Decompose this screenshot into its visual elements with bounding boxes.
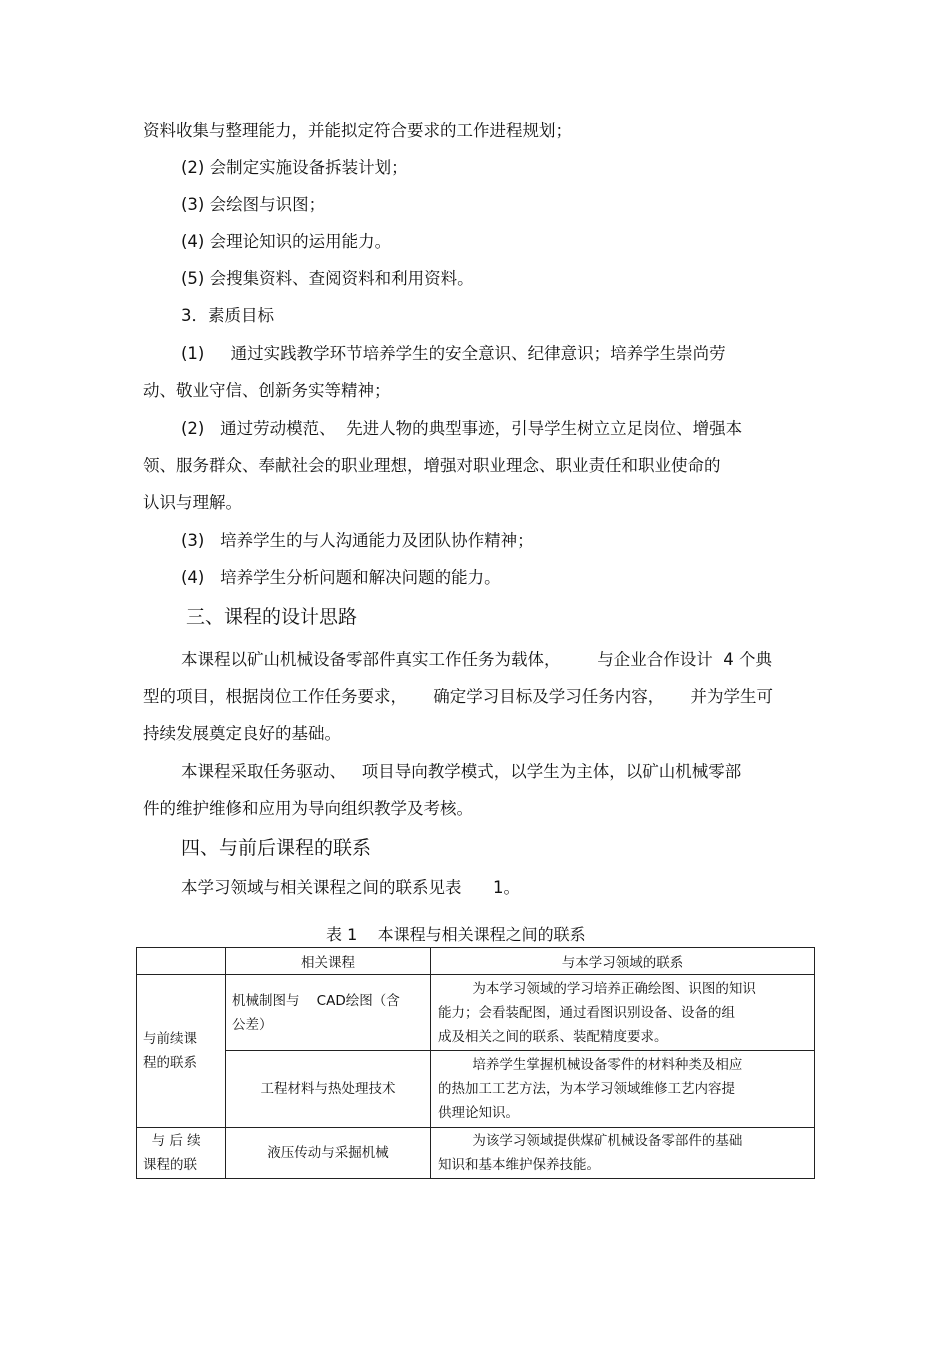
group-cell bbox=[137, 975, 226, 1128]
text-line: 领、服务群众、奉献社会的职业理想，增强对职业理念、职业责任和职业使命的 bbox=[143, 456, 721, 475]
course-name: 液压传动与采掘机械 bbox=[267, 1145, 389, 1161]
course-cell bbox=[226, 1128, 431, 1179]
course-cell bbox=[226, 975, 431, 1051]
text-line: 持续发展奠定良好的基础。 bbox=[143, 724, 341, 743]
text-line: 动、敬业守信、创新务实等精神； bbox=[143, 381, 391, 400]
section-heading-4: 四、与前后课程的联系 bbox=[181, 837, 372, 859]
text-line: 本课程采取任务驱动、 项目导向教学模式，以学生为主体，以矿山机械零部 bbox=[181, 762, 742, 781]
table-header-cell: 与本学习领域的联系 bbox=[431, 948, 815, 975]
text-line: (2) 通过劳动模范、 先进人物的典型事迹，引导学生树立立足岗位、增强本 bbox=[181, 419, 743, 438]
text-line: 资料收集与整理能力，并能拟定符合要求的工作进程规划； bbox=[143, 121, 572, 140]
text-line: 认识与理解。 bbox=[143, 493, 242, 512]
group-cell bbox=[137, 1128, 226, 1179]
table-row bbox=[137, 1051, 815, 1128]
text-line: (3) 会绘图与识图； bbox=[181, 195, 326, 214]
group-label: 与 后 续 课程的联 bbox=[143, 1133, 201, 1173]
section-heading-3: 三、课程的设计思路 bbox=[186, 606, 358, 628]
table-row bbox=[137, 1128, 815, 1179]
relation-text: 培养学生掌握机械设备零件的材料种类及相应 的热加工工艺方法，为本学习领域维修工艺内容提 供理论知识。 bbox=[438, 1057, 743, 1121]
course-relation-table bbox=[136, 947, 815, 1179]
course-name: 工程材料与热处理技术 bbox=[260, 1081, 396, 1097]
course-name: 机械制图与 CAD绘图（含 公差） bbox=[232, 992, 400, 1033]
table-caption: 表 1 本课程与相关课程之间的联系 bbox=[326, 925, 586, 944]
table-header-row bbox=[137, 948, 815, 975]
text-line: 本课程以矿山机械设备零部件真实工作任务为载体， 与企业合作设计 4 个典 bbox=[181, 650, 772, 669]
relation-cell bbox=[431, 975, 815, 1051]
table-header-cell bbox=[137, 948, 226, 975]
text-line: 本学习领域与相关课程之间的联系见表 1。 bbox=[181, 878, 520, 897]
text-line: (1) 通过实践教学环节培养学生的安全意识、纪律意识；培养学生崇尚劳 bbox=[181, 344, 726, 363]
relation-cell bbox=[431, 1128, 815, 1179]
text-line: (4) 会理论知识的运用能力。 bbox=[181, 232, 392, 251]
text-line: (5) 会搜集资料、查阅资料和利用资料。 bbox=[181, 269, 474, 288]
table-header-cell: 相关课程 bbox=[226, 948, 431, 975]
table-row bbox=[137, 975, 815, 1051]
section-subtitle: 3．素质目标 bbox=[181, 306, 274, 325]
course-cell bbox=[226, 1051, 431, 1128]
text-line: 型的项目，根据岗位工作任务要求， 确定学习目标及学习任务内容， 并为学生可 bbox=[143, 687, 773, 706]
relation-text: 为本学习领域的学习培养正确绘图、识图的知识 能力；会看装配图，通过看图识别设备、设备的组 成及相关之间的联系、装配精度要求。 bbox=[438, 980, 756, 1045]
relation-cell bbox=[431, 1051, 815, 1128]
text-line: 件的维护维修和应用为导向组织教学及考核。 bbox=[143, 799, 473, 818]
text-line: (4) 培养学生分析问题和解决问题的能力。 bbox=[181, 568, 501, 587]
text-line: (3) 培养学生的与人沟通能力及团队协作精神； bbox=[181, 531, 534, 550]
text-line: (2) 会制定实施设备拆装计划； bbox=[181, 158, 408, 177]
relation-text: 为该学习领域提供煤矿机械设备零部件的基础 知识和基本维护保养技能。 bbox=[438, 1133, 743, 1173]
group-label: 与前续课 程的联系 bbox=[143, 1031, 197, 1071]
